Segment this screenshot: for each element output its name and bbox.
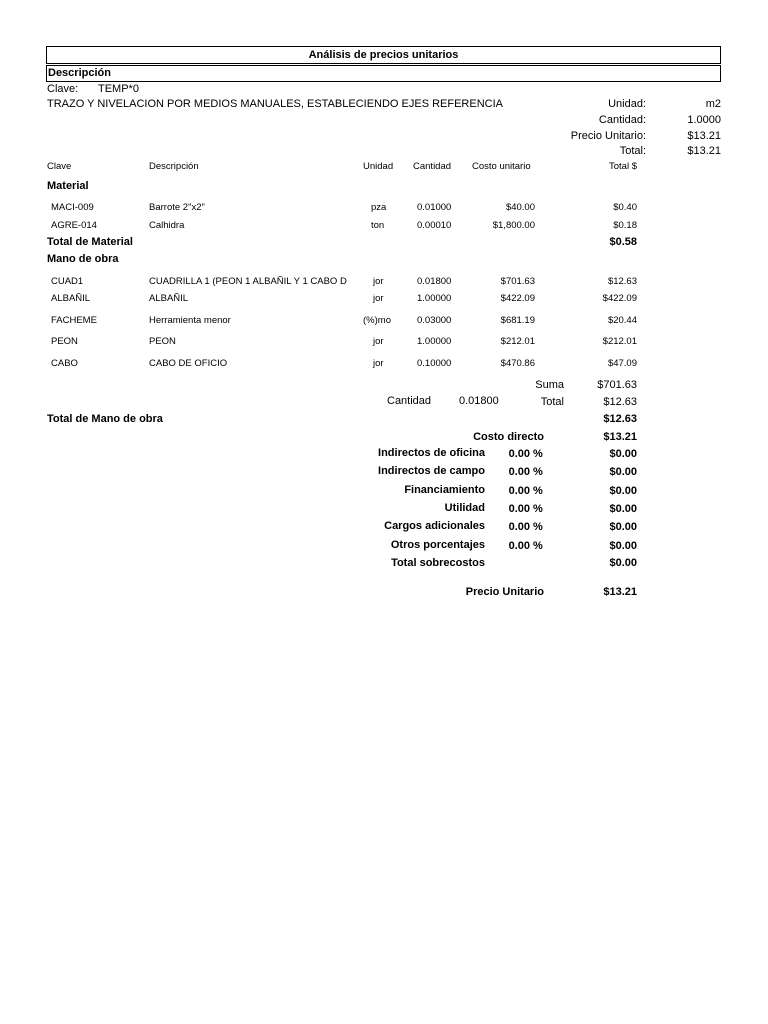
row-descripcion: PEON bbox=[149, 336, 176, 347]
summary-pct: 0.00 bbox=[508, 540, 530, 552]
summary-pct: 0.00 bbox=[508, 521, 530, 533]
col-costo-unitario: Costo unitario bbox=[472, 161, 531, 172]
summary-pct-sign: % bbox=[533, 540, 543, 552]
summary-pct-sign: % bbox=[533, 448, 543, 460]
subtotal-value: $12.63 bbox=[603, 396, 637, 408]
subtotal-label: Total bbox=[540, 396, 564, 408]
row-total: $0.40 bbox=[613, 202, 637, 213]
descripcion-label: Descripción bbox=[46, 65, 721, 82]
row-descripcion: Herramienta menor bbox=[149, 315, 231, 326]
row-cantidad: 0.03000 bbox=[417, 315, 452, 326]
row-total: $422.09 bbox=[602, 293, 637, 304]
page-title: Análisis de precios unitarios bbox=[46, 46, 721, 64]
summary-value: $0.00 bbox=[609, 503, 637, 515]
summary-value: $0.00 bbox=[609, 540, 637, 552]
precio-unitario-label: Precio Unitario: bbox=[570, 130, 646, 142]
cantidad-label-mo: Cantidad bbox=[387, 395, 432, 407]
summary-label: Financiamiento bbox=[404, 484, 485, 496]
costo-directo-label: Costo directo bbox=[473, 431, 544, 443]
row-clave: ALBAÑIL bbox=[51, 293, 91, 304]
precio-unitario-value: $13.21 bbox=[687, 130, 721, 142]
summary-label: Indirectos de oficina bbox=[378, 447, 485, 459]
row-unidad: (%)mo bbox=[363, 315, 391, 326]
cantidad-value: 1.0000 bbox=[687, 114, 721, 126]
summary-pct-sign: % bbox=[533, 521, 543, 533]
costo-directo-value: $13.21 bbox=[603, 431, 637, 443]
row-clave: MACI-009 bbox=[51, 202, 94, 213]
row-clave: CUAD1 bbox=[51, 276, 84, 287]
row-unidad: jor bbox=[373, 293, 384, 304]
row-clave: FACHEME bbox=[51, 315, 97, 326]
row-clave: AGRE-014 bbox=[51, 220, 97, 231]
unidad-label: Unidad: bbox=[608, 98, 646, 110]
row-total: $212.01 bbox=[602, 336, 637, 347]
row-costo: $701.63 bbox=[500, 276, 535, 287]
col-total: Total $ bbox=[609, 161, 637, 172]
summary-pct-sign: % bbox=[533, 466, 543, 478]
mano-obra-heading: Mano de obra bbox=[47, 253, 119, 265]
summary-value: $0.00 bbox=[609, 485, 637, 497]
row-unidad: pza bbox=[371, 202, 387, 213]
row-costo: $422.09 bbox=[500, 293, 535, 304]
summary-label: Indirectos de campo bbox=[378, 465, 485, 477]
row-descripcion: CABO DE OFICIO bbox=[149, 358, 228, 369]
summary-value: $0.00 bbox=[609, 521, 637, 533]
row-unidad: jor bbox=[373, 276, 384, 287]
row-clave: CABO bbox=[51, 358, 78, 369]
row-cantidad: 0.00010 bbox=[417, 220, 452, 231]
row-total: $0.18 bbox=[613, 220, 637, 231]
row-descripcion: Calhidra bbox=[149, 220, 185, 231]
sobrecostos-value: $0.00 bbox=[609, 557, 637, 569]
row-total: $20.44 bbox=[607, 315, 637, 326]
precio-unitario-final-label: Precio Unitario bbox=[465, 586, 544, 598]
row-descripcion: ALBAÑIL bbox=[149, 293, 189, 304]
mano-obra-total-value: $12.63 bbox=[603, 413, 637, 425]
row-costo: $40.00 bbox=[505, 202, 535, 213]
col-cantidad: Cantidad bbox=[413, 161, 452, 172]
col-descripcion: Descripción bbox=[149, 161, 199, 172]
total-label: Total: bbox=[619, 145, 646, 157]
row-cantidad: 0.01000 bbox=[417, 202, 452, 213]
summary-pct: 0.00 bbox=[508, 466, 530, 478]
row-cantidad: 0.01800 bbox=[417, 276, 452, 287]
row-clave: PEON bbox=[51, 336, 78, 347]
sobrecostos-label: Total sobrecostos bbox=[391, 557, 485, 569]
total-value: $13.21 bbox=[687, 145, 721, 157]
row-costo: $470.86 bbox=[500, 358, 535, 369]
material-heading: Material bbox=[47, 180, 89, 192]
summary-label: Otros porcentajes bbox=[390, 539, 485, 551]
summary-pct-sign: % bbox=[533, 485, 543, 497]
col-clave: Clave bbox=[47, 161, 72, 172]
row-unidad: jor bbox=[373, 358, 384, 369]
col-unidad: Unidad bbox=[363, 161, 394, 172]
cantidad-value-mo: 0.01800 bbox=[459, 395, 499, 407]
summary-label: Cargos adicionales bbox=[384, 520, 485, 532]
row-cantidad: 1.00000 bbox=[417, 336, 452, 347]
row-costo: $212.01 bbox=[500, 336, 535, 347]
clave-value: TEMP*0 bbox=[98, 83, 139, 95]
cantidad-label: Cantidad: bbox=[598, 114, 646, 126]
row-total: $12.63 bbox=[607, 276, 637, 287]
suma-value: $701.63 bbox=[597, 379, 637, 391]
row-cantidad: 0.10000 bbox=[417, 358, 452, 369]
row-total: $47.09 bbox=[607, 358, 637, 369]
row-unidad: jor bbox=[373, 336, 384, 347]
summary-value: $0.00 bbox=[609, 448, 637, 460]
row-costo: $1,800.00 bbox=[492, 220, 535, 231]
material-total-label: Total de Material bbox=[47, 236, 133, 248]
summary-pct: 0.00 bbox=[508, 448, 530, 460]
summary-value: $0.00 bbox=[609, 466, 637, 478]
row-costo: $681.19 bbox=[500, 315, 535, 326]
summary-pct: 0.00 bbox=[508, 485, 530, 497]
suma-label: Suma bbox=[535, 379, 564, 391]
description-text: TRAZO Y NIVELACION POR MEDIOS MANUALES, ESTABLECIENDO EJES REFERENCIA bbox=[47, 98, 503, 110]
row-cantidad: 1.00000 bbox=[417, 293, 452, 304]
mano-obra-total-label: Total de Mano de obra bbox=[47, 413, 163, 425]
precio-unitario-final-value: $13.21 bbox=[603, 586, 637, 598]
clave-label: Clave: bbox=[47, 83, 79, 95]
unidad-value: m2 bbox=[705, 98, 721, 110]
row-descripcion: Barrote 2"x2" bbox=[149, 202, 205, 213]
material-total-value: $0.58 bbox=[609, 236, 637, 248]
row-unidad: ton bbox=[371, 220, 385, 231]
row-descripcion: CUADRILLA 1 (PEON 1 ALBAÑIL Y 1 CABO D bbox=[149, 276, 347, 287]
summary-label: Utilidad bbox=[444, 502, 485, 514]
summary-pct-sign: % bbox=[533, 503, 543, 515]
summary-pct: 0.00 bbox=[508, 503, 530, 515]
